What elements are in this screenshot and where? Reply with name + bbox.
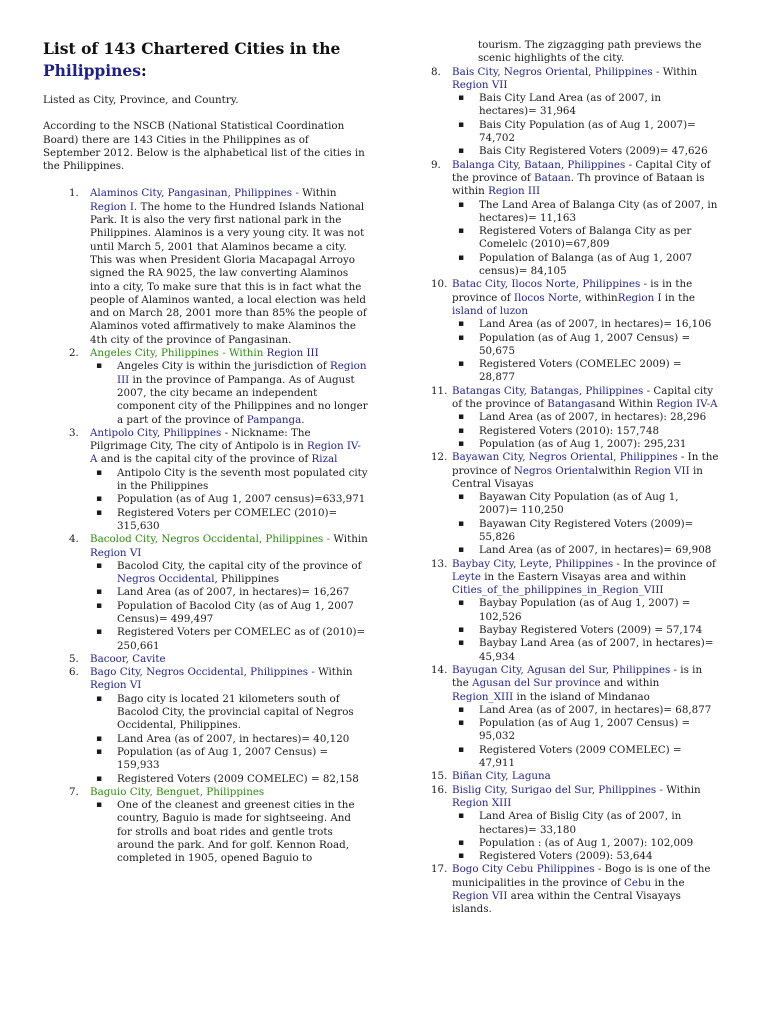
city-entry-text	[452, 278, 720, 318]
city-text: in Central Visayas	[452, 464, 703, 490]
city-item	[424, 385, 720, 451]
fact-text: in the province of Pampanga. As of August 2007, the city became an independent component city of the Philippines and no longer a part of the province of	[117, 373, 368, 426]
city-link[interactable]: Angeles City, Philippines	[90, 347, 219, 360]
fact-item	[90, 746, 368, 773]
city-link[interactable]: Rizal	[311, 453, 338, 466]
intro-paragraph-1: Listed as City, Province, and Country.	[43, 94, 239, 106]
city-text: , within	[578, 291, 618, 304]
right-column	[424, 0, 720, 917]
fact-text: Bago city is located 21 kilometers south of Bacolod City, the provincial capital of Negros Occidental, Philippines.	[117, 692, 354, 732]
city-link[interactable]: Bogo City Cebu Philippines	[452, 863, 595, 876]
city-link[interactable]: Region IV-A	[656, 398, 718, 411]
city-number: 6.	[69, 666, 79, 679]
city-number: 5.	[69, 652, 79, 665]
city-item	[43, 533, 368, 653]
city-number: 1.	[69, 187, 79, 200]
fact-item	[452, 252, 720, 279]
city-entry-text	[452, 451, 720, 491]
city-entry-text	[452, 863, 720, 916]
fact-link[interactable]: Negros Occidental	[117, 573, 215, 586]
city-link[interactable]: Region I	[617, 291, 662, 304]
fact-item	[90, 560, 368, 587]
city-link[interactable]: -	[652, 65, 663, 78]
fact-item	[452, 411, 720, 424]
fact-text: Population of Bacolod City (as of Aug 1, 2007 Census)= 499,497	[117, 599, 354, 625]
city-text: Within	[333, 533, 368, 546]
fact-item	[90, 507, 368, 534]
city-item	[424, 66, 720, 159]
city-link[interactable]: Cebu	[624, 876, 652, 889]
city-entry-text	[90, 666, 368, 693]
fact-text: Registered Voters (2010): 157,748	[479, 424, 660, 437]
city-item	[43, 653, 368, 666]
city-text: . Th province of Bataan is within	[452, 171, 705, 198]
fact-text: Bais City Land Area (as of 2007, in hectares)= 31,964	[479, 92, 661, 118]
city-link[interactable]: Bayugan City, Agusan del Sur, Philippines	[452, 663, 671, 676]
fact-text: , Philippines	[214, 573, 280, 586]
city-number: 11.	[431, 384, 448, 397]
city-link[interactable]: Bais City, Negros Oriental, Philippines	[452, 65, 653, 78]
city-link[interactable]: Region XIII	[452, 796, 512, 809]
city-item	[424, 558, 720, 664]
city-link[interactable]: Region I	[90, 200, 134, 213]
city-link[interactable]: island of luzon	[452, 304, 528, 317]
city-link[interactable]: Ilocos Norte	[513, 291, 579, 304]
city-link[interactable]: Region VII	[452, 78, 508, 91]
city-link[interactable]: Bacoor, Cavite	[90, 652, 166, 665]
city-text: - Nickname: The Pilgrimage City, The city of Antipolo is in	[90, 426, 311, 453]
fact-link[interactable]: Region III	[117, 360, 367, 386]
fact-item	[452, 92, 720, 119]
city-number: 15.	[431, 770, 448, 783]
fact-link[interactable]: Pampanga	[246, 413, 302, 426]
city-link[interactable]: Region III	[266, 347, 319, 360]
city-link[interactable]: Region VII	[452, 890, 508, 902]
fact-text: Antipolo City is the seventh most populated city in the Philippines	[117, 466, 368, 493]
city-entry-text	[90, 533, 368, 560]
fact-text: Baybay Registered Voters (2009) = 57,174	[479, 624, 703, 637]
city-item	[424, 863, 720, 916]
fact-item	[452, 544, 720, 557]
fact-text: Registered Voters (2009 COMELEC) = 47,911	[479, 743, 682, 770]
city-link[interactable]: Cities_of_the_philippines_in_Region_VIII	[452, 584, 664, 597]
city-link[interactable]: Bislig City, Surigao del Sur, Philippines	[452, 783, 657, 796]
city-number: 8.	[431, 65, 441, 78]
city-text: in the	[651, 876, 685, 889]
city-entry-text	[90, 187, 368, 347]
city-link[interactable]: Region_XIII	[452, 690, 514, 703]
city-link[interactable]: Antipolo City, Philippines	[90, 426, 222, 439]
fact-text: Baybay Land Area (as of 2007, in hectares)= 45,934	[479, 637, 714, 663]
city-item	[424, 278, 720, 384]
fact-text: Bais City Population (as of Aug 1, 2007)= 74,702	[479, 118, 696, 145]
fact-list	[452, 318, 720, 384]
city-item	[43, 187, 368, 347]
city-link[interactable]: Baguio City, Benguet, Philippines	[90, 785, 265, 798]
left-column	[43, 0, 368, 866]
city-link[interactable]: Region VII	[634, 464, 690, 477]
city-link[interactable]: Region IV-A	[90, 440, 361, 466]
fact-text: Angeles City is within the jurisdiction of	[117, 360, 330, 373]
intro-paragraph-2: According to the NSCB (National Statistical Coordination Board) there are 143 Cities in the Philippines as of September 2012. Below is the alphabetical list of the cities in the Philippines.	[43, 120, 365, 173]
city-item	[424, 451, 720, 557]
city-list-left	[43, 187, 368, 865]
fact-item	[90, 693, 368, 733]
fact-text: Land Area of Bislig City (as of 2007, in hectares)= 33,180	[479, 810, 682, 836]
fact-item	[452, 491, 720, 518]
fact-text: Registered Voters per COMELEC as of (2010)= 250,661	[117, 626, 366, 652]
city-list-right	[424, 66, 720, 917]
fact-text: Registered Voters (2009): 53,644	[479, 850, 653, 863]
city-number: 13.	[431, 557, 448, 570]
fact-text: Bayawan City Registered Voters (2009)= 55,826	[479, 517, 694, 543]
fact-item	[90, 586, 368, 599]
fact-list	[452, 491, 720, 557]
city-text: Within	[318, 666, 353, 679]
city-number: 7.	[69, 785, 79, 798]
city-link[interactable]: -	[323, 533, 334, 546]
city-text: and is the capital city of the province of	[97, 453, 312, 466]
fact-text: Land Area (as of 2007, in hectares)= 16,267	[117, 586, 350, 599]
city-entry-text	[90, 786, 368, 799]
fact-item	[452, 318, 720, 331]
fact-list	[90, 560, 368, 653]
city-link[interactable]: Negros Oriental	[513, 464, 599, 477]
city-link[interactable]: Biñan City, Laguna	[452, 770, 551, 783]
fact-text: Bacolod City, the capital city of the province of	[117, 559, 362, 572]
city-number: 17.	[431, 863, 448, 876]
city-number: 12.	[431, 451, 448, 464]
city-item	[43, 427, 368, 533]
city-entry-text	[452, 770, 720, 783]
fact-item	[90, 467, 368, 494]
fact-list	[452, 92, 720, 158]
city-link[interactable]: Region VI	[90, 679, 142, 692]
fact-list	[452, 810, 720, 863]
city-number: 10.	[431, 278, 448, 291]
page-title	[43, 38, 368, 82]
city-link[interactable]: Alaminos City, Pangasinan, Philippines	[90, 187, 293, 200]
city-text: - Bogo is is one of the municipalities in the province of	[452, 863, 711, 889]
city-link[interactable]: Batangas	[547, 398, 596, 411]
city-text: Within	[666, 783, 701, 796]
city-entry-text	[90, 653, 368, 666]
fact-list	[90, 693, 368, 786]
fact-item	[452, 438, 720, 451]
fact-text: Land Area (as of 2007, in hectares)= 40,120	[117, 732, 350, 745]
city-item	[43, 666, 368, 786]
fact-item	[452, 145, 720, 158]
fact-list	[90, 360, 368, 426]
fact-text: Population (as of Aug 1, 2007 Census) = 159,933	[117, 745, 329, 772]
city-link[interactable]: - Within	[218, 347, 267, 360]
fact-text: Land Area (as of 2007, in hectares)= 16,106	[479, 318, 712, 331]
city-text: - In the province of	[613, 557, 716, 570]
fact-item	[452, 837, 720, 850]
fact-text: Registered Voters of Balanga City as per Comelelc (2010)=67,809	[479, 225, 692, 251]
city-link[interactable]: -	[292, 187, 303, 200]
fact-text: Registered Voters (2009 COMELEC) = 82,158	[117, 772, 359, 785]
city-entry-text	[90, 347, 368, 360]
city-item	[424, 664, 720, 770]
city-entry-text	[90, 427, 368, 467]
fact-item	[452, 225, 720, 252]
fact-item	[452, 119, 720, 146]
fact-item	[452, 597, 720, 624]
fact-text: One of the cleanest and greenest cities in the country, Baguio is made for sightseeing. And for strolls and boat rides and gentle trots around the park. And for golf. Kennon Road, completed in 1905, opened Baguio to	[117, 799, 355, 865]
city-link[interactable]: Bataan	[534, 171, 571, 184]
city-entry-text	[452, 664, 720, 704]
title-prefix: List of 143 Chartered Cities in the	[43, 39, 341, 58]
fact-list	[90, 467, 368, 533]
fact-item	[452, 199, 720, 226]
city-link[interactable]: Bayawan City, Negros Oriental, Philippines	[452, 451, 678, 464]
city-text: in the Eastern Visayas area and within	[480, 570, 687, 583]
city-number: 14.	[431, 663, 448, 676]
city-entry-text	[452, 558, 720, 598]
fact-item	[90, 626, 368, 653]
fact-text: Population (as of Aug 1, 2007 Census) = 50,675	[479, 331, 691, 357]
city-item	[43, 347, 368, 427]
fact-item	[90, 360, 368, 426]
fact-text: Population of Balanga (as of Aug 1, 2007 census)= 84,105	[479, 251, 693, 278]
city-link[interactable]: Batac City, Ilocos Norte, Philippines	[452, 278, 641, 291]
city-number: 3.	[69, 426, 79, 439]
fact-item	[452, 850, 720, 863]
fact-text: Population (as of Aug 1, 2007 census)=633,971	[117, 493, 366, 506]
fact-text: Population (as of Aug 1, 2007): 295,231	[479, 437, 687, 450]
fact-item	[90, 799, 368, 865]
fact-item	[452, 624, 720, 637]
fact-list	[452, 411, 720, 451]
city-item	[424, 159, 720, 279]
city-link[interactable]: Batangas City, Batangas, Philippines	[452, 384, 644, 397]
city-link[interactable]: Leyte	[452, 570, 481, 583]
fact-list	[90, 799, 368, 865]
fact-item	[90, 493, 368, 506]
city-link[interactable]: -	[656, 783, 667, 796]
city-text: within	[598, 464, 635, 477]
city-text: - is in the province of	[452, 278, 693, 304]
fact-text: Registered Voters (COMELEC 2009) = 28,877	[479, 358, 682, 384]
fact-list	[452, 597, 720, 663]
fact-item	[452, 358, 720, 385]
city-entry-text	[452, 159, 720, 199]
city-entry-text	[452, 66, 720, 93]
city-text: and within	[600, 677, 660, 690]
city-text: - In the province of	[452, 451, 719, 477]
city-link[interactable]: Baybay City, Leyte, Philippines	[452, 557, 614, 570]
fact-item	[90, 600, 368, 627]
city-text: in the island of Mindanao	[513, 690, 650, 703]
fact-item	[452, 637, 720, 664]
city-text: - is in the	[452, 663, 703, 690]
city-link[interactable]: Agusan del Sur province	[472, 677, 601, 690]
city-item	[424, 770, 720, 783]
city-entry-text	[452, 385, 720, 412]
city-link[interactable]: Region VI	[90, 546, 142, 559]
city-text: Within	[662, 65, 698, 78]
city-text: Within	[302, 187, 337, 200]
fact-item	[90, 773, 368, 786]
city-link[interactable]: Bacolod City, Negros Occidental, Philippines	[90, 533, 324, 546]
city-link[interactable]: Region III	[488, 185, 541, 198]
city-text: and Within	[595, 398, 657, 411]
city-number: 4.	[69, 533, 79, 546]
fact-text: Land Area (as of 2007, in hectares)= 69,908	[479, 544, 712, 557]
fact-item	[452, 744, 720, 771]
fact-item	[452, 332, 720, 359]
fact-text: Population (as of Aug 1, 2007 Census) = 95,032	[479, 717, 691, 743]
fact-item	[90, 733, 368, 746]
city-text: in the	[661, 291, 695, 304]
city-entry-text	[452, 784, 720, 811]
fact-item	[452, 717, 720, 744]
fact-list	[452, 704, 720, 770]
city-item	[424, 784, 720, 864]
city-link[interactable]: Bago City, Negros Occidental, Philippines	[90, 666, 309, 679]
title-suffix: :	[141, 61, 147, 80]
fact-text: .	[301, 413, 305, 426]
continued-text: tourism. The zigzagging path previews the scenic highlights of the city.	[478, 39, 702, 65]
title-philippines-link[interactable]: Philippines	[43, 61, 142, 80]
city-link[interactable]: Balanga City, Bataan, Philippines	[452, 158, 626, 171]
fact-item	[452, 425, 720, 438]
fact-text: The Land Area of Balanga City (as of 2007, in hectares)= 11,163	[479, 198, 718, 224]
fact-item	[452, 704, 720, 717]
fact-text: Land Area (as of 2007, in hectares)= 68,877	[479, 703, 712, 716]
city-text: . The home to the Hundred Islands National Park. It is also the very first national park in the Philippines. Alaminos is a very young city. It was not until March 5, 2001 that Alaminos became a city. This was when President Gloria Macapagal Arroyo signed the RA 9025, the law converting Alaminos into a city, To make sure that this is in fact what the people of Alaminos wanted, a local election was held and on March 28, 2001 more than 85% the people of Alaminos voted affirmatively to make Alaminos the 4th city of the province of Pangasinan.	[90, 200, 367, 346]
fact-item	[452, 810, 720, 837]
city-number: 16.	[431, 783, 448, 796]
city-number: 2.	[69, 347, 79, 360]
city-item	[43, 786, 368, 866]
city-text: - Capital city of the province of	[452, 384, 714, 411]
fact-text: Land Area (as of 2007, in hectares): 28,296	[479, 411, 707, 424]
fact-list	[452, 199, 720, 279]
city-number: 9.	[431, 158, 441, 171]
fact-item	[452, 518, 720, 545]
fact-text: Registered Voters per COMELEC (2010)= 315,630	[117, 506, 338, 532]
city-text: area within the Central Visayays islands.	[452, 890, 681, 916]
city-text: - Capital City of the province of	[452, 158, 711, 184]
fact-text: Bais City Registered Voters (2009)= 47,626	[479, 145, 708, 158]
fact-text: Population : (as of Aug 1, 2007): 102,009	[479, 836, 694, 849]
fact-text: Baybay Population (as of Aug 1, 2007) = 102,526	[479, 597, 691, 623]
city-link[interactable]: -	[308, 666, 319, 679]
fact-text: Bayawan City Population (as of Aug 1, 2007)= 110,250	[479, 491, 679, 517]
